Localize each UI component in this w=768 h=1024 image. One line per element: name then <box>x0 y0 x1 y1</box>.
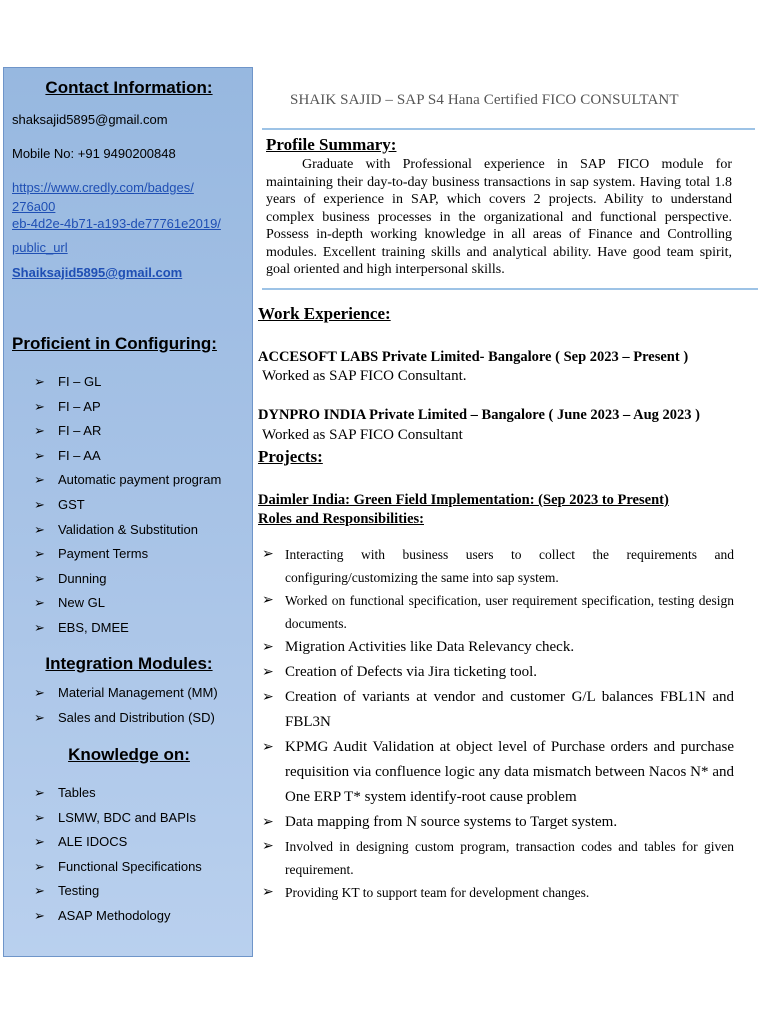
contact-email: shaksajid5895@gmail.com <box>12 112 168 127</box>
name-title: SHAIK SAJID – SAP S4 Hana Certified FICO CONSULTANT <box>290 92 679 108</box>
list-item: ➢ GST <box>34 493 221 518</box>
arrow-bullet-icon: ➢ <box>262 640 274 655</box>
arrow-bullet-icon: ➢ <box>262 740 274 755</box>
proficient-title: Proficient in Configuring: <box>12 334 217 353</box>
job-company: DYNPRO INDIA Private Limited – Bangalore ( June 2023 – Aug 2023 ) <box>258 407 700 423</box>
arrow-bullet-icon: ➢ <box>34 447 45 463</box>
projects-title: Projects: <box>258 447 323 466</box>
arrow-bullet-icon: ➢ <box>34 546 45 562</box>
arrow-bullet-icon: ➢ <box>34 472 45 488</box>
arrow-bullet-icon: ➢ <box>34 709 45 725</box>
credly-link-line-2[interactable]: 276a00 <box>12 199 56 214</box>
list-item: ➢ FI – GL <box>34 370 221 395</box>
list-item: ➢ Involved in designing custom program, transaction codes and tables for given requirement. <box>262 835 734 881</box>
credly-link-line-1[interactable]: https://www.credly.com/badges/ <box>12 180 194 195</box>
knowledge-title: Knowledge on: <box>68 745 190 764</box>
list-item: ➢ KPMG Audit Validation at object level of Purchase orders and purchase requisition via confluence logic any data mismatch between Nacos N* and One ERP T* system identify-root cause problem <box>262 735 734 810</box>
job-role: Worked as SAP FICO Consultant. <box>262 368 467 384</box>
knowledge-list <box>34 781 202 929</box>
profile-text: Graduate with Professional experience in SAP FICO module for maintaining their day-to-day business transactions in sap system. Having total 1.8 years of experience in SAP, which covers 2 projects. Ability to understand complex business processes in the organizational and functional perspective. Possess in-depth working knowledge in all areas of Finance and Controlling modules. Excellent training skills and analytical ability. Have good team spirit, goal oriented and high interpersonal skills. <box>266 157 732 277</box>
arrow-bullet-icon: ➢ <box>34 785 45 800</box>
integration-list <box>34 681 218 730</box>
job-role: Worked as SAP FICO Consultant <box>262 427 463 443</box>
list-item: ➢ Validation & Substitution <box>34 518 221 543</box>
list-item: ➢ Providing KT to support team for development changes. <box>262 881 734 904</box>
arrow-bullet-icon: ➢ <box>34 858 45 874</box>
project-name: Daimler India: Green Field Implementation: (Sep 2023 to Present) <box>258 492 669 508</box>
list-item: ➢ FI – AR <box>34 419 221 444</box>
list-item: ➢ EBS, DMEE <box>34 616 221 641</box>
list-item: ➢ Material Management (MM) <box>34 681 218 706</box>
list-item: ➢ Automatic payment program <box>34 468 221 493</box>
arrow-bullet-icon: ➢ <box>34 834 45 850</box>
list-item: ➢ LSMW, BDC and BAPIs <box>34 806 202 831</box>
list-item: ➢ ASAP Methodology <box>34 904 202 929</box>
arrow-bullet-icon: ➢ <box>262 885 274 900</box>
list-item: ➢ ALE IDOCS <box>34 830 202 855</box>
email-link[interactable]: Shaiksajid5895@gmail.com <box>12 265 183 280</box>
list-item: ➢ Sales and Distribution (SD) <box>34 706 218 731</box>
list-item: ➢ New GL <box>34 591 221 616</box>
arrow-bullet-icon: ➢ <box>34 521 45 537</box>
arrow-bullet-icon: ➢ <box>34 883 45 899</box>
list-item: ➢ Creation of variants at vendor and customer G/L balances FBL1N and FBL3N <box>262 685 734 735</box>
contact-mobile: Mobile No: +91 9490200848 <box>12 146 176 161</box>
credly-link-line-3[interactable]: eb-4d2e-4b71-a193-de77761e2019/ <box>12 216 221 231</box>
work-title: Work Experience: <box>258 304 391 323</box>
profile-title: Profile Summary: <box>266 135 397 154</box>
list-item: ➢ Interacting with business users to collect the requirements and configuring/customizing the same into sap system. <box>262 543 734 589</box>
arrow-bullet-icon: ➢ <box>34 685 45 700</box>
proficient-list <box>34 370 221 641</box>
list-item: ➢ Functional Specifications <box>34 855 202 880</box>
arrow-bullet-icon: ➢ <box>262 690 274 705</box>
integration-title: Integration Modules: <box>45 654 213 673</box>
arrow-bullet-icon: ➢ <box>34 570 45 586</box>
sidebar <box>3 67 253 957</box>
list-item: ➢ Data mapping from N source systems to Target system. <box>262 810 734 835</box>
arrow-bullet-icon: ➢ <box>34 496 45 512</box>
arrow-bullet-icon: ➢ <box>34 619 45 635</box>
arrow-bullet-icon: ➢ <box>262 815 274 830</box>
list-item: ➢ Payment Terms <box>34 542 221 567</box>
list-item: ➢ Tables <box>34 781 202 806</box>
arrow-bullet-icon: ➢ <box>34 423 45 439</box>
arrow-bullet-icon: ➢ <box>34 398 45 414</box>
list-item: ➢ Dunning <box>34 567 221 592</box>
arrow-bullet-icon: ➢ <box>262 665 274 680</box>
credly-link-line-4[interactable]: public_url <box>12 240 68 255</box>
list-item: ➢ FI – AP <box>34 395 221 420</box>
list-item: ➢ Migration Activities like Data Relevancy check. <box>262 635 734 660</box>
arrow-bullet-icon: ➢ <box>34 595 45 611</box>
arrow-bullet-icon: ➢ <box>262 593 274 608</box>
arrow-bullet-icon: ➢ <box>262 839 274 854</box>
list-item: ➢ Creation of Defects via Jira ticketing tool. <box>262 660 734 685</box>
arrow-bullet-icon: ➢ <box>262 547 274 562</box>
list-item: ➢ Testing <box>34 879 202 904</box>
arrow-bullet-icon: ➢ <box>34 907 45 923</box>
contact-title: Contact Information: <box>45 78 213 97</box>
job-company: ACCESOFT LABS Private Limited- Bangalore ( Sep 2023 – Present ) <box>258 349 689 365</box>
list-item: ➢ FI – AA <box>34 444 221 469</box>
arrow-bullet-icon: ➢ <box>34 374 45 389</box>
responsibilities-list <box>262 543 734 904</box>
roles-title: Roles and Responsibilities: <box>258 511 424 527</box>
divider <box>262 288 758 290</box>
list-item: ➢ Worked on functional specification, user requirement specification, testing design documents. <box>262 589 734 635</box>
arrow-bullet-icon: ➢ <box>34 809 45 825</box>
divider <box>262 128 755 130</box>
